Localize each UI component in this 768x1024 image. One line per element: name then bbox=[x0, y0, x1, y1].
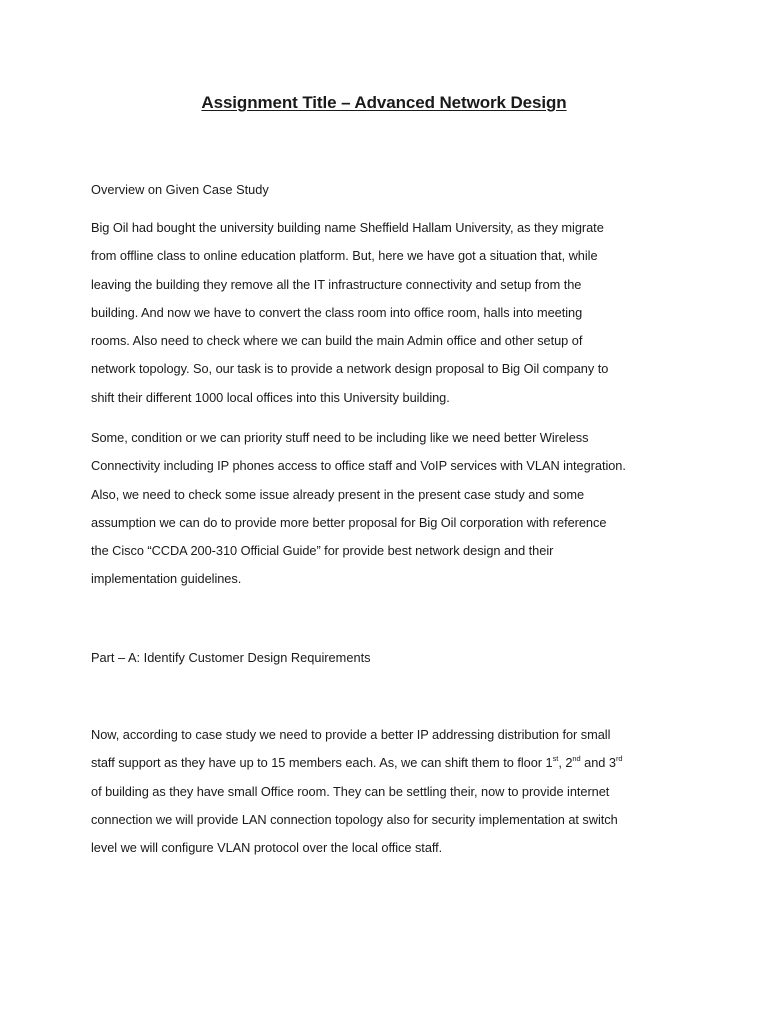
paragraph-conditions bbox=[91, 424, 681, 594]
paragraph-line: Connectivity including IP phones access to office staff and VoIP services with VLAN integration. bbox=[91, 458, 626, 474]
paragraph-line: connection we will provide LAN connection topology also for security implementation at switch bbox=[91, 811, 618, 827]
line-text: and 3 bbox=[580, 755, 616, 771]
paragraph-line: building. And now we have to convert the class room into office room, halls into meeting bbox=[91, 304, 583, 320]
paragraph-line: of building as they have small Office room. They can be settling their, now to provide internet bbox=[91, 783, 610, 799]
overview-heading: Overview on Given Case Study bbox=[91, 182, 269, 197]
document-title: Assignment Title – Advanced Network Design bbox=[201, 93, 567, 112]
paragraph-line: implementation guidelines. bbox=[91, 571, 242, 587]
ordinal-suffix: nd bbox=[572, 754, 581, 764]
paragraph-line bbox=[91, 749, 681, 777]
paragraph-line: level we will configure VLAN protocol over the local office staff. bbox=[91, 840, 443, 856]
paragraph-requirements bbox=[91, 721, 681, 862]
paragraph-line: Also, we need to check some issue already present in the present case study and some bbox=[91, 486, 585, 502]
paragraph-line: network topology. So, our task is to provide a network design proposal to Big Oil company to bbox=[91, 361, 609, 377]
paragraph-line: Now, according to case study we need to provide a better IP addressing distribution for small bbox=[91, 727, 611, 742]
paragraph-overview bbox=[91, 214, 681, 412]
ordinal-suffix: rd bbox=[615, 754, 623, 764]
paragraph-line: leaving the building they remove all the IT infrastructure connectivity and setup from the bbox=[91, 276, 582, 292]
line-text: staff support as they have up to 15 members each. As, we can shift them to floor 1 bbox=[91, 755, 553, 771]
line-text: , 2 bbox=[558, 755, 573, 771]
paragraph-line: shift their different 1000 local offices into this University building. bbox=[91, 389, 450, 405]
paragraph-line: assumption we can do to provide more better proposal for Big Oil corporation with reference bbox=[91, 514, 607, 530]
paragraph-line: the Cisco “CCDA 200-310 Official Guide” for provide best network design and their bbox=[91, 543, 554, 559]
paragraph-line: from offline class to online education platform. But, here we have got a situation that, while bbox=[91, 248, 598, 264]
paragraph-line: rooms. Also need to check where we can build the main Admin office and other setup of bbox=[91, 333, 583, 349]
paragraph-line: Big Oil had bought the university building name Sheffield Hallam University, as they migrate bbox=[91, 220, 604, 235]
paragraph-line: Some, condition or we can priority stuff need to be including like we need better Wireless bbox=[91, 430, 589, 445]
part-a-heading: Part – A: Identify Customer Design Requirements bbox=[91, 650, 371, 665]
ordinal-suffix: st bbox=[552, 754, 559, 764]
